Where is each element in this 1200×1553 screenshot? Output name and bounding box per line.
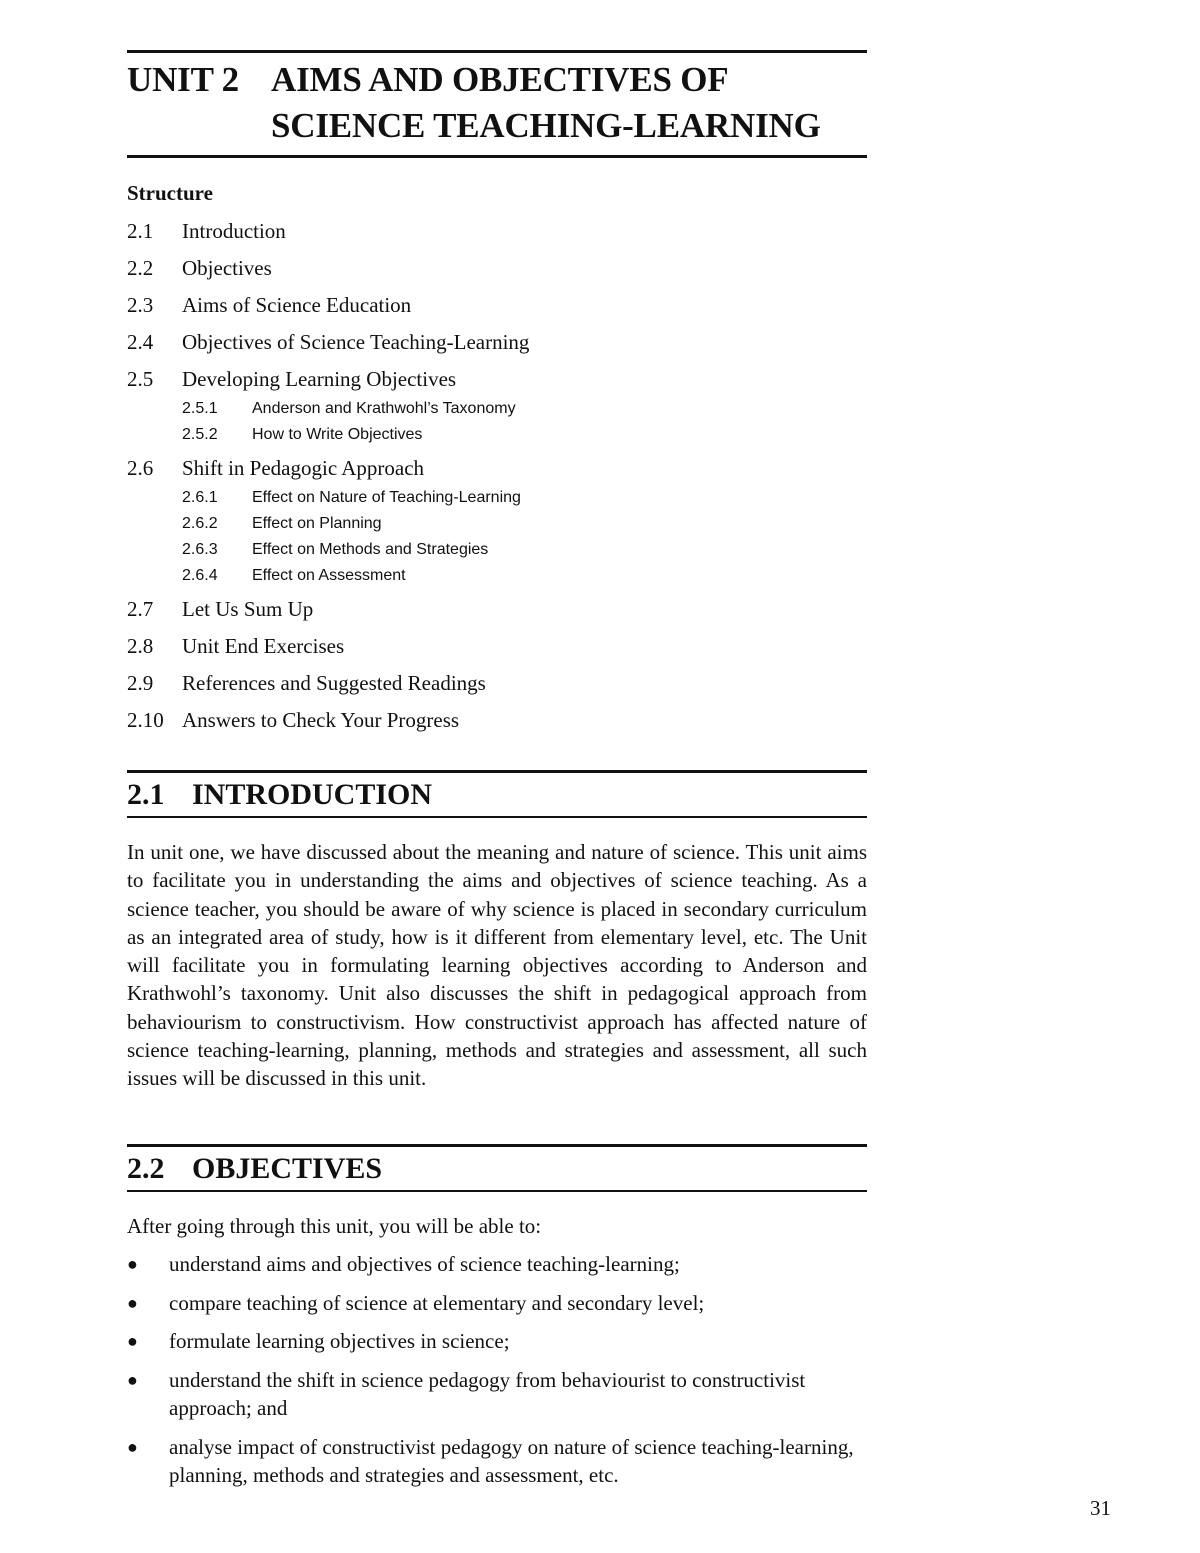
bullet-icon: ● [127,1254,138,1274]
toc-item: 2.1 Introduction [127,219,286,243]
unit-title-row-2 [127,103,867,149]
toc-subitem: 2.6.3 Effect on Methods and Strategies [182,541,489,558]
unit-number: UNIT 2 [127,60,239,99]
bullet-icon: ● [127,1331,138,1351]
list-item: ● understand aims and objectives of science teaching-learning; [127,1250,867,1279]
toc-item: 2.9 References and Suggested Readings [127,671,486,695]
toc-item: 2.4 Objectives of Science Teaching-Learning [127,330,530,354]
structure-toc [127,178,867,742]
toc-item: 2.10 Answers to Check Your Progress [127,708,460,732]
list-item: ● analyse impact of constructivist pedagogy on nature of science teaching-learning, planning, methods and strategies and assessment, etc. [127,1433,867,1490]
structure-heading: Structure [127,181,213,205]
bullet-icon: ● [127,1292,138,1313]
unit-title-line-2: SCIENCE TEACHING-LEARNING [271,106,821,145]
bullet-icon: ● [127,1369,138,1390]
toc-subitem: 2.5.1 Anderson and Krathwohl’s Taxonomy [182,400,516,417]
page-number: 31 [1090,1496,1111,1520]
list-item: ● formulate learning objectives in science; [127,1327,867,1356]
toc-item: 2.7 Let Us Sum Up [127,597,314,621]
toc-subitem: 2.6.2 Effect on Planning [182,515,382,532]
toc-item: 2.8 Unit End Exercises [127,634,345,658]
section-heading-objectives: 2.2 OBJECTIVES [127,1144,867,1192]
section-heading-introduction: 2.1 INTRODUCTION [127,770,867,818]
list-item: ● compare teaching of science at elementary and secondary level; [127,1289,867,1318]
objectives-list [127,1250,867,1500]
toc-item: 2.2 Objectives [127,256,272,280]
unit-title-line-1: AIMS AND OBJECTIVES OF [271,60,729,99]
toc-subitem: 2.5.2 How to Write Objectives [182,426,423,443]
toc-item: 2.3 Aims of Science Education [127,293,412,317]
list-item: ● understand the shift in science pedagogy from behaviourist to constructivist approach; and [127,1366,867,1423]
toc-item: 2.5 Developing Learning Objectives [127,367,457,391]
toc-subitem: 2.6.4 Effect on Assessment [182,567,406,584]
toc-subitem: 2.6.1 Effect on Nature of Teaching-Learning [182,489,521,506]
introduction-paragraph: In unit one, we have discussed about the meaning and nature of science. This unit aims to facilitate you in understanding the aims and objectives of science teaching. As a science teacher, you should be aware of why science is placed in secondary curriculum as an integrated area of study, how is it different from elementary level, etc. The Unit will facilitate you in formulating learning objectives according to Anderson and Krathwohl’s taxonomy. Unit also discusses the shift in pedagogical approach from behaviourism to constructivism. How constructivist approach has affected nature of science teaching-learning, planning, methods and strategies and assessment, all such issues will be discussed in this unit. [127,840,867,1091]
objectives-lead: After going through this unit, you will be able to: [127,1214,542,1238]
bullet-icon: ● [127,1436,138,1457]
unit-title-row-1 [127,57,867,103]
toc-item: 2.6 Shift in Pedagogic Approach [127,456,425,480]
unit-title-block [127,50,867,158]
